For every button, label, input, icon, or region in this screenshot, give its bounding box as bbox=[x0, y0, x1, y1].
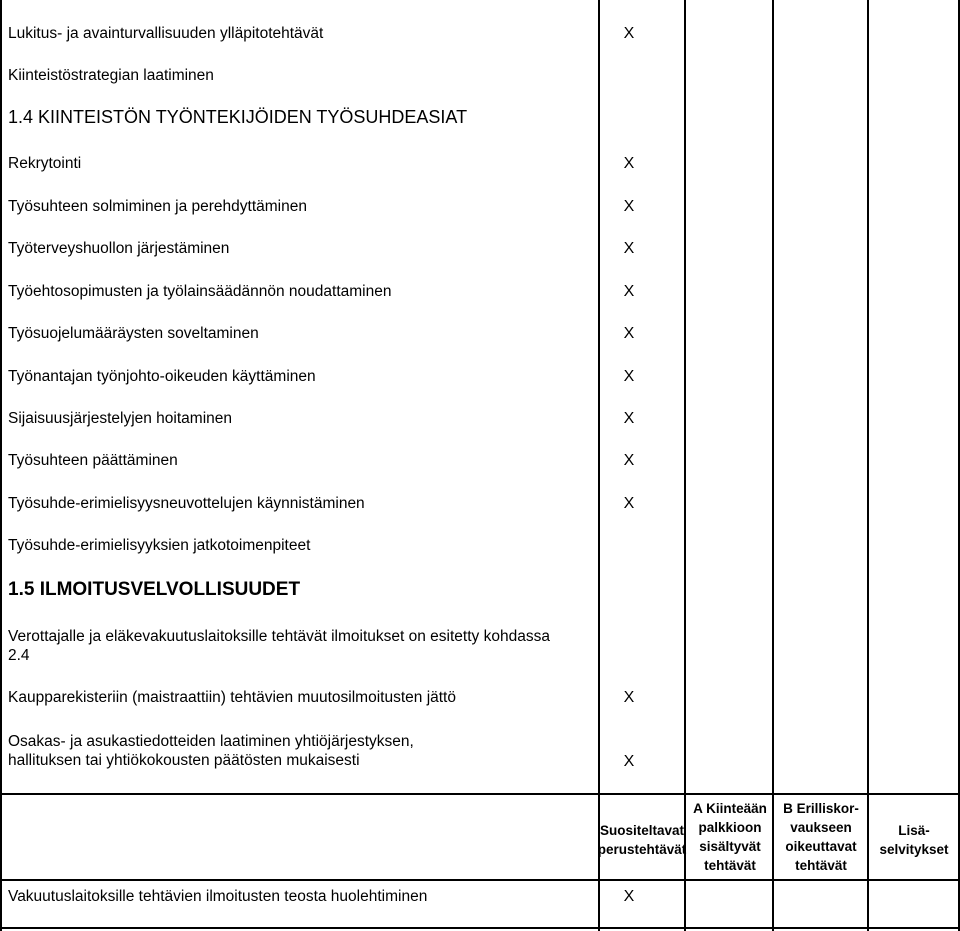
section-heading: 1.5 ILMOITUSVELVOLLISUUDET bbox=[8, 579, 301, 600]
row-mark: X bbox=[623, 25, 635, 42]
row-mark: X bbox=[623, 240, 635, 257]
column-rule bbox=[0, 0, 2, 931]
row-mark: X bbox=[623, 888, 635, 905]
row-mark: X bbox=[623, 689, 635, 706]
table-row: Kaupparekisteriin (maistraattiin) tehtävien muutosilmoitusten jättö bbox=[8, 689, 456, 706]
table-row: Vakuutuslaitoksille tehtävien ilmoitusten teosta huolehtiminen bbox=[8, 888, 428, 905]
row-mark: X bbox=[623, 155, 635, 172]
table-row: Rekrytointi bbox=[8, 155, 82, 172]
column-header-label: A Kiinteään palkkioon sisältyvät tehtävät bbox=[693, 801, 767, 873]
table-row: Sijaisuusjärjestelyjen hoitaminen bbox=[8, 410, 233, 427]
table-row: Työterveyshuollon järjestäminen bbox=[8, 240, 230, 257]
column-header-label: Suositeltavat perustehtävät bbox=[597, 823, 687, 857]
table-row: Työnantajan työnjohto-oikeuden käyttäminen bbox=[8, 368, 316, 385]
column-header-b bbox=[776, 797, 866, 877]
table-row: Lukitus- ja avainturvallisuuden ylläpitotehtävät bbox=[8, 25, 324, 42]
row-mark: X bbox=[623, 283, 635, 300]
table-rule bbox=[0, 793, 960, 795]
column-header-suositeltavat bbox=[597, 820, 687, 860]
table-rule bbox=[0, 879, 960, 881]
row-mark: X bbox=[623, 495, 635, 512]
row-mark: X bbox=[623, 368, 635, 385]
column-rule bbox=[598, 0, 600, 931]
column-header-label: Lisä-selvitykset bbox=[879, 823, 949, 857]
column-header-lisa bbox=[870, 820, 958, 860]
row-mark: X bbox=[623, 198, 635, 215]
column-rule bbox=[867, 0, 869, 931]
row-mark: X bbox=[623, 452, 635, 469]
row-mark: X bbox=[623, 753, 635, 770]
column-header-a bbox=[688, 797, 772, 877]
table-row: Työsuhteen päättäminen bbox=[8, 452, 178, 469]
table-row: Työsuhde-erimielisyyksien jatkotoimenpiteet bbox=[8, 537, 311, 554]
table-rule bbox=[0, 927, 960, 929]
table-row: Työehtosopimusten ja työlainsäädännön noudattaminen bbox=[8, 283, 392, 300]
table-row: Osakas- ja asukastiedotteiden laatiminen yhtiöjärjestyksen, hallituksen tai yhtiökokousten päätösten mukaisesti bbox=[8, 733, 414, 769]
column-header-label: B Erilliskor-vaukseen oikeuttavat tehtävät bbox=[783, 801, 859, 873]
section-heading: 1.4 KIINTEISTÖN TYÖNTEKIJÖIDEN TYÖSUHDEASIAT bbox=[8, 107, 468, 127]
table-row: Työsuhde-erimielisyysneuvottelujen käynnistäminen bbox=[8, 495, 365, 512]
row-mark: X bbox=[623, 410, 635, 427]
table-row: Työsuojelumääräysten soveltaminen bbox=[8, 325, 259, 342]
table-row: Kiinteistöstrategian laatiminen bbox=[8, 67, 214, 84]
table-row: Työsuhteen solmiminen ja perehdyttäminen bbox=[8, 198, 307, 215]
column-rule bbox=[772, 0, 774, 931]
row-mark: X bbox=[623, 325, 635, 342]
table-row: Verottajalle ja eläkevakuutuslaitoksille tehtävät ilmoitukset on esitetty kohdassa 2.4 bbox=[8, 628, 550, 664]
column-rule bbox=[684, 0, 686, 931]
